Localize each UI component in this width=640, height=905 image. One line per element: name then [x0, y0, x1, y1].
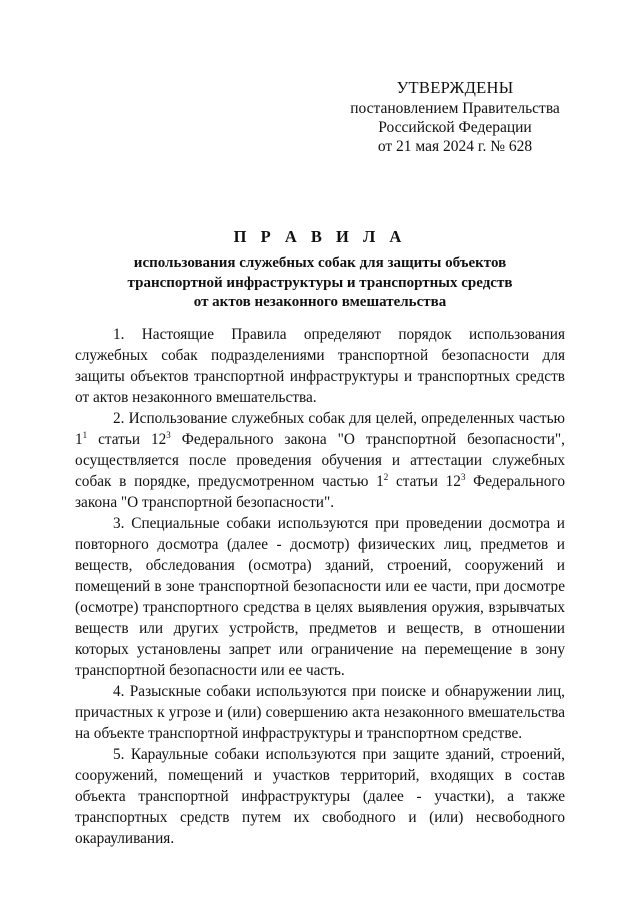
approval-line-government: Российской Федерации — [378, 119, 532, 136]
document-subtitle-line-2: транспортной инфраструктуры и транспортных средств — [127, 274, 513, 291]
document-subtitle-line-1: использования служебных собак для защиты объектов — [133, 255, 507, 271]
paragraph-2-text-5: Федерального закона "О транспортной безопасности". — [75, 473, 565, 511]
paragraph-2-sup-4: 3 — [460, 471, 466, 482]
approval-line-date: от 21 мая 2024 г. № 628 — [377, 138, 533, 155]
approval-title: УТВЕРЖДЕНЫ — [396, 78, 514, 97]
paragraph-2-text-3: Федерального закона "О транспортной безопасности", осуществляется после проведения обучения и аттестации служебных собак в порядке, предусмотренном частью 1 — [75, 431, 565, 490]
paragraph-2-sup-1: 1 — [82, 429, 88, 440]
paragraph-2-text-2: статьи 12 — [87, 431, 167, 448]
approval-line-decree: постановлением Правительства — [350, 100, 560, 117]
paragraph-2-sup-2: 3 — [166, 429, 171, 440]
approval-stamp-block — [330, 78, 580, 156]
paragraph-4: 4. Разыскные собаки используются при поиске и обнаружении лиц, причастных к угрозе и (или) совершению акта незаконного вмешательства на объекте транспортной инфраструктуры и транспортном средстве. — [75, 683, 565, 742]
paragraph-2-sup-3: 2 — [383, 471, 389, 482]
paragraph-5: 5. Караульные собаки используются при защите зданий, строений, сооружений, помещений и участков территорий, входящих в состав объекта транспортной инфраструктуры (далее - участки), а также транспортных средств путем их свободного и (или) несвободного окарауливания. — [75, 746, 565, 847]
paragraph-2 — [75, 408, 565, 513]
paragraph-2-text-4: статьи 12 — [388, 473, 461, 490]
document-subtitle-line-3: от актов незаконного вмешательства — [193, 294, 447, 311]
paragraph-2-text-1: 2. Использование служебных собак для целей, определенных частью 1 — [75, 410, 565, 448]
document-subtitle — [70, 254, 570, 313]
paragraph-3: 3. Специальные собаки используются при проведении досмотра и повторного досмотра (далее - досмотр) физических лиц, предметов и веществ, обследования (осмотра) зданий, строений, сооружений и помещений в зоне транспортной безопасности или ее части, при досмотре (осмотре) транспортного средства в целях выявления оружия, взрывчатых веществ или других устройств, предметов и веществ, в отношении которых установлены запрет или ограничение на перемещение в зону транспортной безопасности или ее часть. — [75, 515, 565, 679]
document-body — [75, 324, 565, 849]
paragraph-1: 1. Настоящие Правила определяют порядок использования служебных собак подразделениями транспортной безопасности для защиты объектов транспортной инфраструктуры и транспортных средств от актов незаконного вмешательства. — [75, 326, 565, 406]
document-title-block — [70, 227, 570, 313]
document-title: П Р А В И Л А — [233, 227, 407, 246]
